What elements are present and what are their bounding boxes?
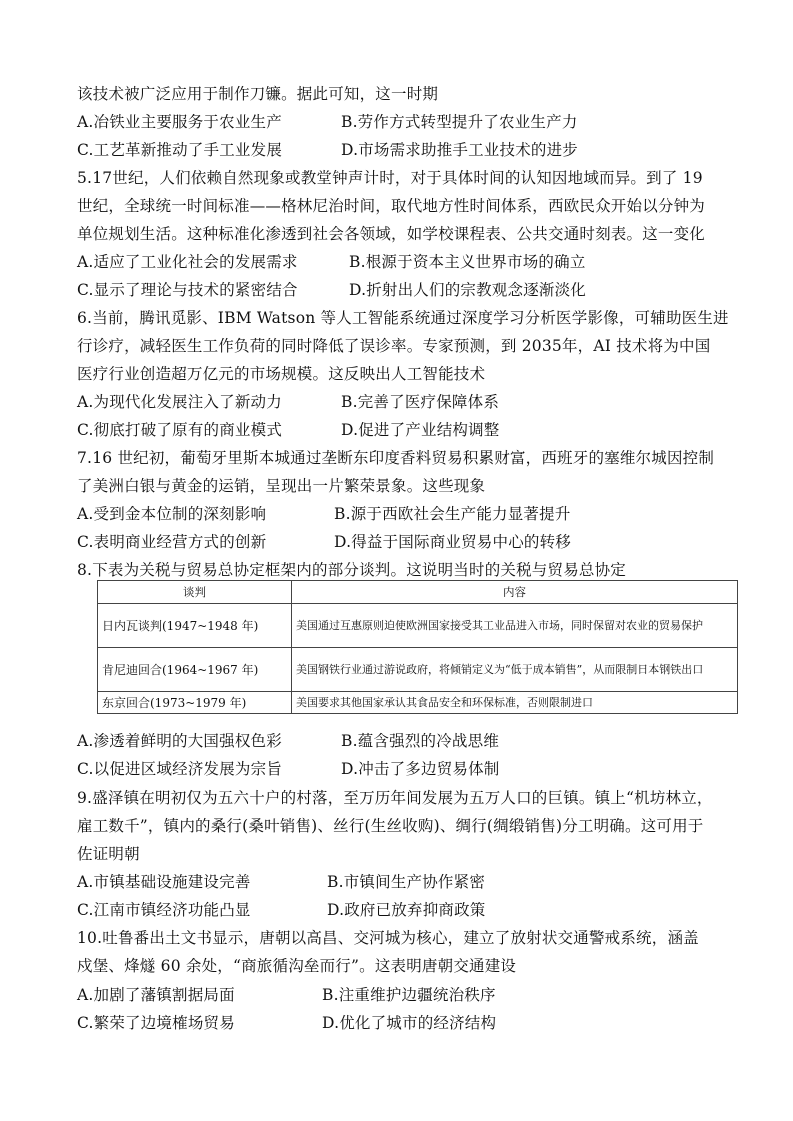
q10-stem-line-1: 10.吐鲁番出土文书显示，唐朝以高昌、交河城为核心，建立了放射状交通警戒系统，涵盖 (77, 929, 699, 947)
q10-option-a: A.加剧了藩镇割据局面 (77, 986, 235, 1004)
table-header-row (98, 581, 738, 604)
q5-option-d: D.折射出人们的宗教观念逐渐淡化 (349, 281, 587, 299)
q8-option-a: A.渗透着鲜明的大国强权色彩 (77, 732, 282, 750)
table-row (98, 604, 738, 648)
q5-option-b: B.根源于资本主义世界市场的确立 (349, 253, 586, 271)
table-header-content: 内容 (292, 581, 738, 604)
q4-option-b: B.劳作方式转型提升了农业生产力 (341, 113, 578, 131)
table-cell-content: 美国通过互惠原则迫使欧洲国家接受其工业品进入市场，同时保留对农业的贸易保护 (292, 604, 738, 648)
q9-option-d: D.政府已放弃抑商政策 (327, 901, 486, 919)
q6-option-c: C.彻底打破了原有的商业模式 (77, 421, 283, 439)
q6-option-a: A.为现代化发展注入了新动力 (77, 393, 282, 411)
table-cell-negotiation: 肯尼迪回合(1964~1967 年) (98, 648, 292, 692)
q10-stem-line-2: 戍堡、烽燧 60 余处，“商旅循沟垒而行”。这表明唐朝交通建设 (77, 957, 517, 975)
q4-option-a: A.冶铁业主要服务于农业生产 (77, 113, 282, 131)
q8-stem-line: 8.下表为关税与贸易总协定框架内的部分谈判。这说明当时的关税与贸易总协定 (77, 561, 626, 579)
q8-option-b: B.蕴含强烈的冷战思维 (341, 732, 500, 750)
q6-option-b: B.完善了医疗保障体系 (341, 393, 500, 411)
q9-stem-line-2: 雇工数千”，镇内的桑行(桑叶销售)、丝行(生丝收购)、绸行(绸缎销售)分工明确。这可用于 (77, 817, 704, 835)
q9-stem-line-1: 9.盛泽镇在明初仅为五六十户的村落，至万历年间发展为五万人口的巨镇。镇上“机坊林立， (77, 789, 713, 807)
q5-stem-line-2: 世纪，全球统一时间标准——格林尼治时间，取代地方性时间体系，西欧民众开始以分钟为 (77, 197, 706, 215)
table-row (98, 648, 738, 692)
q6-stem-line-1: 6.当前，腾讯觅影、IBM Watson 等人工智能系统通过深度学习分析医学影像，可辅助医生进 (77, 309, 729, 327)
table-cell-negotiation: 东京回合(1973~1979 年) (98, 692, 292, 714)
q7-option-d: D.得益于国际商业贸易中心的转移 (334, 533, 572, 551)
table-header-negotiation: 谈判 (98, 581, 292, 604)
q10-option-b: B.注重维护边疆统治秩序 (322, 986, 496, 1004)
q5-option-a: A.适应了工业化社会的发展需求 (77, 253, 298, 271)
q10-option-c: C.繁荣了边境榷场贸易 (77, 1014, 235, 1032)
q5-stem-line-3: 单位规划生活。这种标准化渗透到社会各领域，如学校课程表、公共交通时刻表。这一变化 (77, 225, 706, 243)
table-cell-content: 美国钢铁行业通过游说政府，将倾销定义为“低于成本销售”，从而限制日本钢铁出口 (292, 648, 738, 692)
q9-stem-line-3: 佐证明朝 (77, 845, 140, 863)
q8-option-c: C.以促进区域经济发展为宗旨 (77, 760, 283, 778)
q10-option-d: D.优化了城市的经济结构 (322, 1014, 497, 1032)
table-row (98, 692, 738, 714)
q7-stem-line-1: 7.16 世纪初，葡萄牙里斯本城通过垄断东印度香料贸易积累财富，西班牙的塞维尔城因控制 (77, 449, 715, 467)
q6-option-d: D.促进了产业结构调整 (341, 421, 500, 439)
q4-option-c: C.工艺革新推动了手工业发展 (77, 141, 283, 159)
q7-option-b: B.源于西欧社会生产能力显著提升 (334, 505, 571, 523)
table-cell-content: 美国要求其他国家承认其食品安全和环保标准，否则限制进口 (292, 692, 738, 714)
q8-option-d: D.冲击了多边贸易体制 (341, 760, 500, 778)
q5-stem-line-1: 5.17世纪，人们依赖自然现象或教堂钟声计时，对于具体时间的认知因地域而异。到了 19 (77, 169, 703, 187)
q6-stem-line-3: 医疗行业创造超万亿元的市场规模。这反映出人工智能技术 (77, 365, 486, 383)
table-cell-negotiation: 日内瓦谈判(1947~1948 年) (98, 604, 292, 648)
q4-option-d: D.市场需求助推手工业技术的进步 (341, 141, 579, 159)
q7-option-a: A.受到金本位制的深刻影响 (77, 505, 267, 523)
gatt-negotiation-table (97, 580, 738, 714)
q9-option-a: A.市镇基础设施建设完善 (77, 873, 251, 891)
q7-stem-line-2: 了美洲白银与黄金的运销，呈现出一片繁荣景象。这些现象 (77, 477, 486, 495)
q6-stem-line-2: 行诊疗，减轻医生工作负荷的同时降低了误诊率。专家预测，到 2035年，AI 技术将为中国 (77, 337, 711, 355)
q4-stem-line: 该技术被广泛应用于制作刀镰。据此可知，这一时期 (77, 85, 439, 103)
q7-option-c: C.表明商业经营方式的创新 (77, 533, 267, 551)
q9-option-b: B.市镇间生产协作紧密 (327, 873, 486, 891)
q9-option-c: C.江南市镇经济功能凸显 (77, 901, 251, 919)
q5-option-c: C.显示了理论与技术的紧密结合 (77, 281, 298, 299)
